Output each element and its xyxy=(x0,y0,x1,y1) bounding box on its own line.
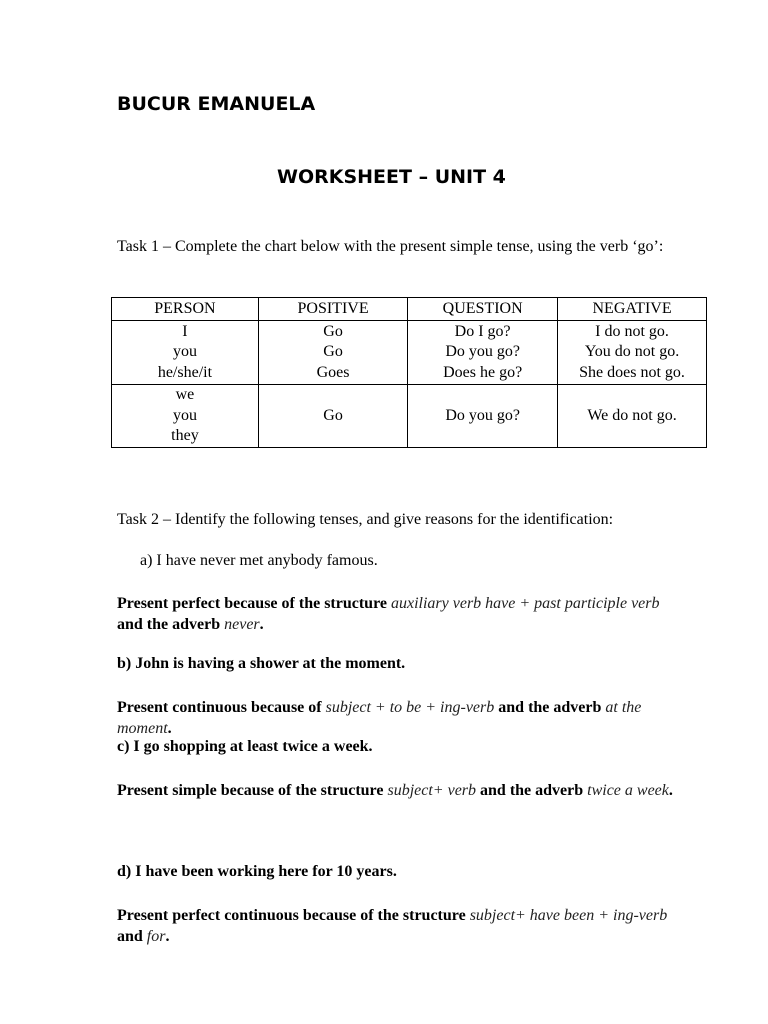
cell-line: we xyxy=(175,386,195,403)
cell-line: Goes xyxy=(316,363,350,381)
cell-line: they xyxy=(171,427,199,444)
answer-text: and the adverb xyxy=(494,699,606,716)
answer-structure: auxiliary verb have + past participle verb xyxy=(390,595,660,612)
answer-structure: subject+ verb xyxy=(387,782,477,799)
positive-cell xyxy=(258,321,407,385)
task2-instruction: Task 2 – Identify the following tenses, and give reasons for the identification: xyxy=(117,511,614,528)
answer-text: . xyxy=(165,928,170,945)
cell-line: you xyxy=(172,343,197,361)
answer-d xyxy=(117,905,677,947)
answer-text: Present simple because of the structure xyxy=(117,782,388,799)
header-person: PERSON xyxy=(112,298,259,321)
cell-line: you xyxy=(172,406,197,424)
header-question: QUESTION xyxy=(408,298,558,321)
header-positive: POSITIVE xyxy=(258,298,407,321)
cell-line: Do you go? xyxy=(445,343,520,361)
present-simple-chart xyxy=(111,297,707,448)
answer-text: Present perfect continuous because of the structure xyxy=(117,907,470,924)
cell-line: Go xyxy=(323,343,343,361)
answer-a xyxy=(117,593,677,635)
question-d: d) I have been working here for 10 years. xyxy=(117,863,397,880)
answer-text: . xyxy=(668,782,673,799)
person-cell xyxy=(112,385,259,448)
question-b: b) John is having a shower at the moment. xyxy=(117,655,406,672)
answer-adverb: never xyxy=(224,616,260,633)
positive-cell: Go xyxy=(258,385,407,448)
answer-adverb: for xyxy=(146,928,166,945)
cell-line: She does not go. xyxy=(579,363,685,381)
answer-text: . xyxy=(259,616,264,633)
answer-text: and xyxy=(117,928,147,945)
answer-text: and the adverb xyxy=(476,782,588,799)
chart-header-row xyxy=(112,298,707,321)
answer-text: and the adverb xyxy=(117,616,225,633)
author-name: BUCUR EMANUELA xyxy=(117,93,316,115)
answer-text: Present continuous because of xyxy=(117,699,326,716)
question-cell: Do you go? xyxy=(408,385,558,448)
answer-structure: subject + to be + ing-verb xyxy=(325,699,495,716)
answer-adverb: twice a week xyxy=(587,782,669,799)
answer-c xyxy=(117,780,677,801)
cell-line: You do not go. xyxy=(584,343,680,361)
cell-line: I do not go. xyxy=(595,322,669,340)
header-negative: NEGATIVE xyxy=(558,298,707,321)
task1-instruction: Task 1 – Complete the chart below with the present simple tense, using the verb ‘go’: xyxy=(117,238,664,255)
answer-b xyxy=(117,697,677,739)
answer-structure: subject+ have been + ing-verb xyxy=(469,907,668,924)
question-c: c) I go shopping at least twice a week. xyxy=(117,738,373,755)
question-cell xyxy=(408,321,558,385)
answer-text: Present perfect because of the structure xyxy=(117,595,391,612)
table-row xyxy=(112,321,707,385)
answer-text: . xyxy=(167,720,172,737)
cell-line: Do I go? xyxy=(454,322,511,340)
negative-cell xyxy=(558,321,707,385)
cell-line: I xyxy=(182,322,188,340)
answer-adverb: at the moment xyxy=(117,699,642,737)
negative-cell: We do not go. xyxy=(558,385,707,448)
worksheet-title: WORKSHEET – UNIT 4 xyxy=(277,166,506,188)
cell-line: Go xyxy=(323,322,343,340)
cell-line: he/she/it xyxy=(157,363,213,381)
table-row xyxy=(112,385,707,448)
question-a: a) I have never met anybody famous. xyxy=(140,552,378,569)
cell-line: Does he go? xyxy=(443,363,523,381)
person-cell xyxy=(112,321,259,385)
